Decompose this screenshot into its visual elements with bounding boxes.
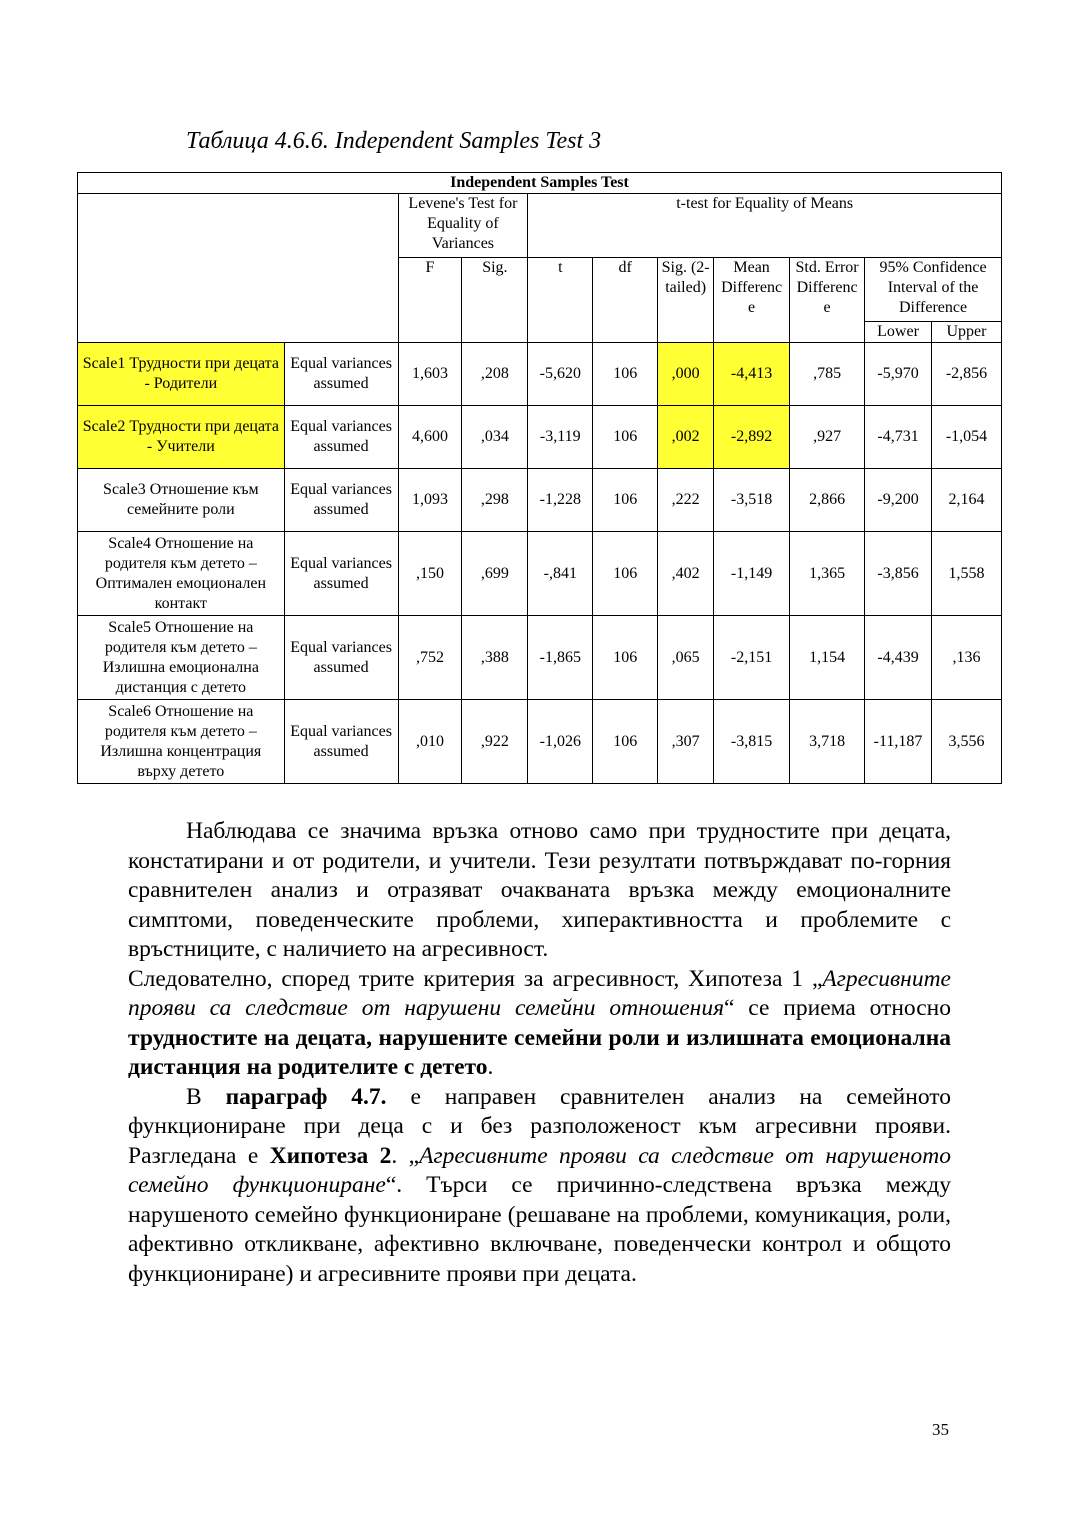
col-lower: Lower (865, 322, 932, 343)
page-number: 35 (932, 1420, 949, 1439)
cell-f: 1,093 (398, 469, 462, 532)
col-std-error: Std. Error Differenc e (790, 258, 865, 343)
cell-sig: ,298 (462, 469, 528, 532)
table-caption: Таблица 4.6.6. Independent Samples Test 3 (186, 128, 602, 154)
cell-df: 106 (593, 406, 658, 469)
row-assumption: Equal variances assumed (284, 700, 398, 784)
cell-se: ,927 (790, 406, 865, 469)
paragraph-3: В параграф 4.7. е направен сравнителен анализ на семейното функциониране при деца с и без разположеност към агресивни прояви. Разгледана е Хипотеза 2. „Агресивните прояви са следствие от нарушеното семейно функциониране“. Търси се причинно-следствена връзка между нарушеното семейно функциониране (решаване на проблеми, комуникация, роли, афективно откликване, афективно включване, поведенчески контрол и общото функциониране) и агресивните прояви при децата. (128, 1083, 951, 1287)
col-sig2: Sig. (2-tailed) (658, 258, 714, 343)
cell-mean: -2,892 (714, 406, 790, 469)
table-title: Independent Samples Test (78, 173, 1002, 194)
cell-sig: ,388 (462, 616, 528, 700)
cell-mean: -3,518 (714, 469, 790, 532)
cell-t: -1,026 (528, 700, 593, 784)
cell-se: 1,365 (790, 532, 865, 616)
row-label: Scale3 Отношение към семейните роли (78, 469, 285, 532)
cell-lower: -5,970 (865, 343, 932, 406)
body-text (128, 817, 951, 1289)
cell-mean: -1,149 (714, 532, 790, 616)
cell-f: ,752 (398, 616, 462, 700)
cell-mean: -4,413 (714, 343, 790, 406)
cell-t: -,841 (528, 532, 593, 616)
cell-mean: -3,815 (714, 700, 790, 784)
cell-f: ,150 (398, 532, 462, 616)
row-assumption: Equal variances assumed (284, 343, 398, 406)
cell-sig: ,208 (462, 343, 528, 406)
row-label: Scale2 Трудности при децата - Учители (78, 406, 285, 469)
cell-sig2: ,000 (658, 343, 714, 406)
cell-se: 3,718 (790, 700, 865, 784)
cell-sig: ,699 (462, 532, 528, 616)
cell-df: 106 (593, 616, 658, 700)
col-mean-difference: Mean Differenc e (714, 258, 790, 343)
levene-header: Levene's Test for Equality of Variances (398, 194, 528, 258)
cell-lower: -9,200 (865, 469, 932, 532)
cell-sig2: ,065 (658, 616, 714, 700)
cell-f: 1,603 (398, 343, 462, 406)
row-assumption: Equal variances assumed (284, 532, 398, 616)
cell-lower: -4,731 (865, 406, 932, 469)
cell-upper: ,136 (932, 616, 1002, 700)
cell-t: -1,865 (528, 616, 593, 700)
col-df: df (593, 258, 658, 343)
cell-df: 106 (593, 700, 658, 784)
cell-se: ,785 (790, 343, 865, 406)
row-label: Scale5 Отношение на родителя към детето – Излишна емоционална дистанция с детето (78, 616, 285, 700)
col-upper: Upper (932, 322, 1002, 343)
cell-df: 106 (593, 532, 658, 616)
col-f: F (398, 258, 462, 343)
table-row (78, 700, 1002, 784)
cell-upper: 1,558 (932, 532, 1002, 616)
row-assumption: Equal variances assumed (284, 469, 398, 532)
table-row (78, 616, 1002, 700)
cell-se: 2,866 (790, 469, 865, 532)
row-label: Scale1 Трудности при децата - Родители (78, 343, 285, 406)
col-ci: 95% Confidence Interval of the Difference (865, 258, 1002, 322)
cell-t: -1,228 (528, 469, 593, 532)
cell-upper: 2,164 (932, 469, 1002, 532)
cell-lower: -4,439 (865, 616, 932, 700)
cell-sig2: ,222 (658, 469, 714, 532)
table-row (78, 532, 1002, 616)
cell-df: 106 (593, 343, 658, 406)
cell-upper: -2,856 (932, 343, 1002, 406)
cell-t: -3,119 (528, 406, 593, 469)
cell-upper: 3,556 (932, 700, 1002, 784)
header-blank (78, 194, 399, 343)
table-row (78, 406, 1002, 469)
cell-sig2: ,002 (658, 406, 714, 469)
cell-df: 106 (593, 469, 658, 532)
cell-sig2: ,402 (658, 532, 714, 616)
table-row (78, 469, 1002, 532)
cell-mean: -2,151 (714, 616, 790, 700)
cell-upper: -1,054 (932, 406, 1002, 469)
independent-samples-table (77, 172, 1002, 784)
cell-sig: ,034 (462, 406, 528, 469)
row-label: Scale6 Отношение на родителя към детето – Излишна концентрация върху детето (78, 700, 285, 784)
table-row (78, 343, 1002, 406)
cell-t: -5,620 (528, 343, 593, 406)
cell-f: ,010 (398, 700, 462, 784)
paragraph-2: Следователно, според трите критерия за агресивност, Хипотеза 1 „Агресивните прояви са следствие от нарушени семейни отношения“ се приема относно трудностите на децата, нарушените семейни роли и излишната емоционална дистанция на родителите с детето. (128, 965, 951, 1080)
row-label: Scale4 Отношение на родителя към детето – Оптимален емоционален контакт (78, 532, 285, 616)
cell-sig: ,922 (462, 700, 528, 784)
row-assumption: Equal variances assumed (284, 616, 398, 700)
row-assumption: Equal variances assumed (284, 406, 398, 469)
cell-sig2: ,307 (658, 700, 714, 784)
col-t: t (528, 258, 593, 343)
cell-f: 4,600 (398, 406, 462, 469)
cell-lower: -3,856 (865, 532, 932, 616)
col-sig: Sig. (462, 258, 528, 343)
ttest-header: t-test for Equality of Means (528, 194, 1002, 258)
cell-lower: -11,187 (865, 700, 932, 784)
paragraph-1: Наблюдава се значима връзка отново само при трудностите при децата, констатирани и от родители, и учители. Тези резултати потвърждават по-горния сравнителен анализ и отразяват очакваната връзка между емоционалните симптоми, поведенческите проблеми, хиперактивността и проблемите с връстниците, с наличието на агресивност. (128, 818, 951, 962)
cell-se: 1,154 (790, 616, 865, 700)
